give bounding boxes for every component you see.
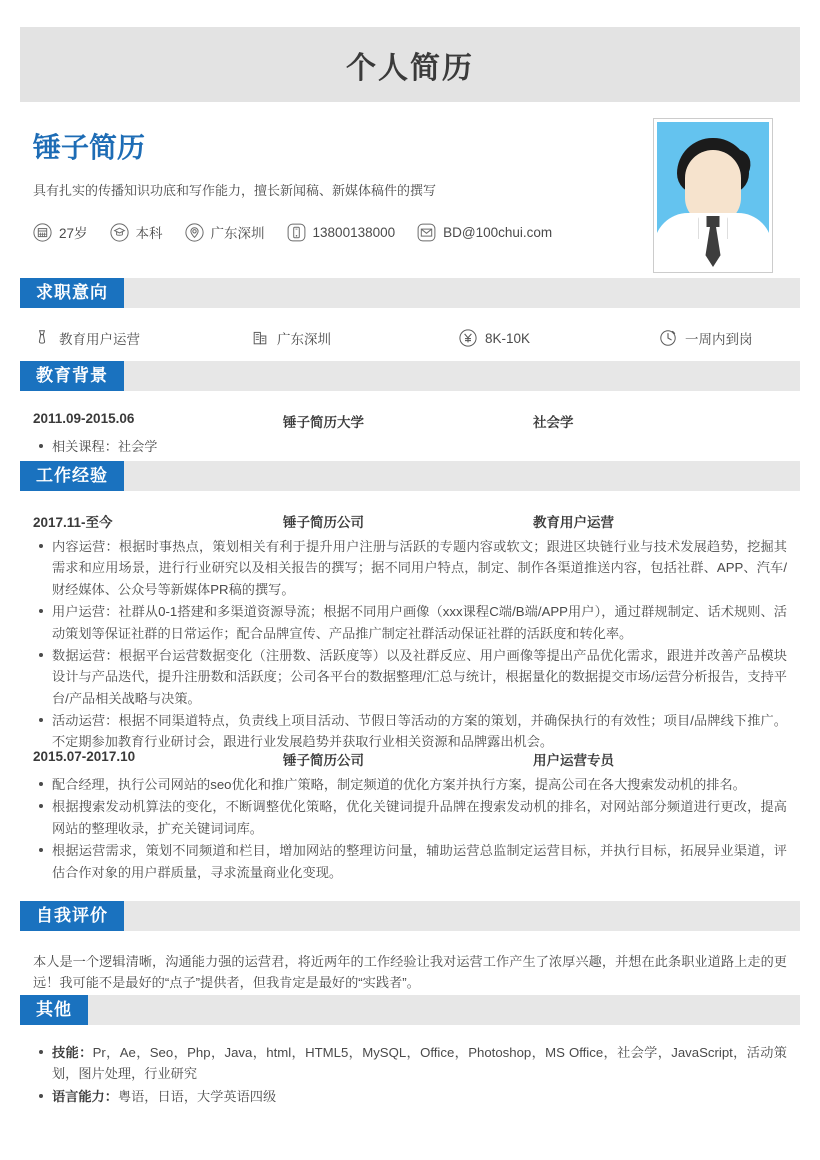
education-bullets — [0, 436, 820, 458]
candidate-tagline: 具有扎实的传播知识功底和写作能力，擅长新闻稿、新媒体稿件的撰写 — [33, 182, 437, 198]
page-title: 个人简历 — [346, 51, 474, 85]
clock-icon — [659, 329, 677, 347]
photo-illustration — [657, 122, 769, 269]
work-role-0: 教育用户运营 — [533, 515, 614, 530]
list-item: 数据运营：根据平台运营数据变化（注册数、活跃度等）以及社群反应、用户画像等提出产品优化需求，跟进并改善产品模块设计与产品迭代，提升注册数和活跃度；公司各平台的数据整理/汇总与统计，根据量化的数据提交市场/运营分析报告，支持平台/产品相关战略与决策。 — [52, 645, 787, 709]
list-item: 用户运营：社群从0-1搭建和多渠道资源导流；根据不同用户画像（xxx课程C端/B端/APP用户），通过群规制定、话术规则、活动策划等保证社群的日常运作；配合品牌宣传、产品推广制定社群活动保证社群的活跃度和转化率。 — [52, 601, 787, 644]
work-bullets-1 — [0, 774, 820, 884]
work-company-1: 锤子简历公司 — [283, 753, 364, 768]
contact-email-value: BD@100chui.com — [443, 224, 553, 240]
list-item: 内容运营：根据时事热点，策划相关有利于提升用户注册与活跃的专题内容或软文；跟进区块链行业与技术发展趋势，挖掘其需求和应用场景，进行行业研究以及相关报告的撰写；据不同用户特点，制定、制作各渠道推送内容，包括社群、APP、汽车/财经媒体、公众号等新媒体PR稿的撰写。 — [52, 536, 787, 600]
contact-age-value: 27岁 — [59, 226, 88, 242]
graduation-cap-icon — [110, 223, 129, 242]
work-date-1: 2015.07-2017.10 — [33, 749, 136, 764]
section-title-work: 工作经验 — [20, 461, 124, 491]
education-school: 锤子简历大学 — [283, 415, 364, 430]
work-date-0: 2017.11-至今 — [33, 515, 113, 530]
education-date: 2011.09-2015.06 — [33, 411, 135, 426]
section-header-other — [20, 995, 800, 1025]
education-entry-head — [0, 411, 820, 431]
education-major: 社会学 — [533, 415, 574, 430]
other-skills-value: Pr，Ae，Seo，Php，Java，html，HTML5，MySQL，Office，Photoshop，MS Office，社会学，JavaScript，活动策划，图片处理，行业研究 — [52, 1045, 787, 1082]
building-icon — [251, 329, 269, 347]
list-item: 相关课程：社会学 — [52, 436, 787, 457]
list-item: 根据搜索发动机算法的变化，不断调整优化策略，优化关键词提升品牌在搜索发动机的排名，对网站部分频道进行更改，提高网站的整理收录，扩充关键词词库。 — [52, 796, 787, 839]
contact-education — [110, 222, 163, 242]
location-pin-icon — [185, 223, 204, 242]
phone-icon — [287, 223, 306, 242]
job-intent-row — [0, 328, 820, 348]
section-header-job-intent — [20, 278, 800, 308]
job-intent-city-value: 广东深圳 — [277, 332, 331, 347]
section-title-education: 教育背景 — [20, 361, 124, 391]
other-language-value: 粤语，日语，大学英语四级 — [117, 1088, 277, 1104]
candidate-name: 锤子简历 — [33, 132, 146, 163]
section-header-education — [20, 361, 800, 391]
section-title-other: 其他 — [20, 995, 88, 1025]
contact-education-value: 本科 — [135, 226, 163, 242]
work-entry-head-1 — [0, 749, 820, 769]
other-bullets — [0, 1042, 820, 1108]
section-header-work — [20, 461, 800, 491]
work-entry-head-0 — [0, 511, 820, 531]
contact-row — [33, 222, 633, 242]
envelope-icon — [417, 223, 436, 242]
job-intent-availability — [659, 328, 753, 348]
candidate-photo — [653, 118, 773, 273]
list-item: 根据运营需求，策划不同频道和栏目，增加网站的整理访问量，辅助运营总监制定运营目标，并执行目标，拓展异业渠道，评估合作对象的用户群质量，寻求流量商业化变现。 — [52, 840, 787, 883]
section-title-self-evaluation: 自我评价 — [20, 901, 124, 931]
contact-phone-value: 13800138000 — [312, 224, 396, 240]
contact-email — [417, 223, 552, 242]
job-intent-position — [33, 328, 251, 348]
calendar-icon — [33, 223, 52, 242]
self-evaluation-text: 本人是一个逻辑清晰，沟通能力强的运营君，将近两年的工作经验让我对运营工作产生了浓厚兴趣，并想在此条职业道路上走的更远！我可能不是最好的“点子”提供者，但我肯定是最好的“实践者”。 — [33, 954, 787, 991]
yen-icon — [459, 329, 477, 347]
contact-age — [33, 222, 88, 242]
profile-block — [33, 131, 633, 242]
work-company-0: 锤子简历公司 — [283, 515, 364, 530]
contact-phone — [287, 223, 396, 242]
other-language-label: 语言能力： — [52, 1088, 118, 1104]
job-intent-position-value: 教育用户运营 — [59, 332, 140, 347]
section-title-job-intent: 求职意向 — [20, 278, 124, 308]
list-item — [52, 1042, 787, 1085]
job-intent-availability-value: 一周内到岗 — [685, 332, 753, 347]
work-bullets-0 — [0, 536, 820, 754]
necktie-icon — [33, 329, 51, 347]
list-item: 配合经理，执行公司网站的seo优化和推广策略，制定频道的优化方案并执行方案，提高公司在各大搜索发动机的排名。 — [52, 774, 787, 795]
contact-location-value: 广东深圳 — [210, 226, 265, 242]
document-title-banner — [20, 27, 800, 102]
contact-location — [185, 222, 265, 242]
job-intent-city — [251, 328, 459, 348]
other-skills-label: 技能： — [52, 1045, 93, 1060]
section-header-self-evaluation — [20, 901, 800, 931]
job-intent-salary — [459, 329, 659, 347]
list-item — [52, 1086, 787, 1107]
job-intent-salary-value: 8K-10K — [485, 330, 531, 346]
work-role-1: 用户运营专员 — [533, 753, 614, 768]
list-item: 活动运营：根据不同渠道特点，负责线上项目活动、节假日等活动的方案的策划，并确保执行的有效性；项目/品牌线下推广。不定期参加教育行业研讨会，跟进行业发展趋势并获取行业相关资源和品牌露出机会。 — [52, 710, 787, 753]
